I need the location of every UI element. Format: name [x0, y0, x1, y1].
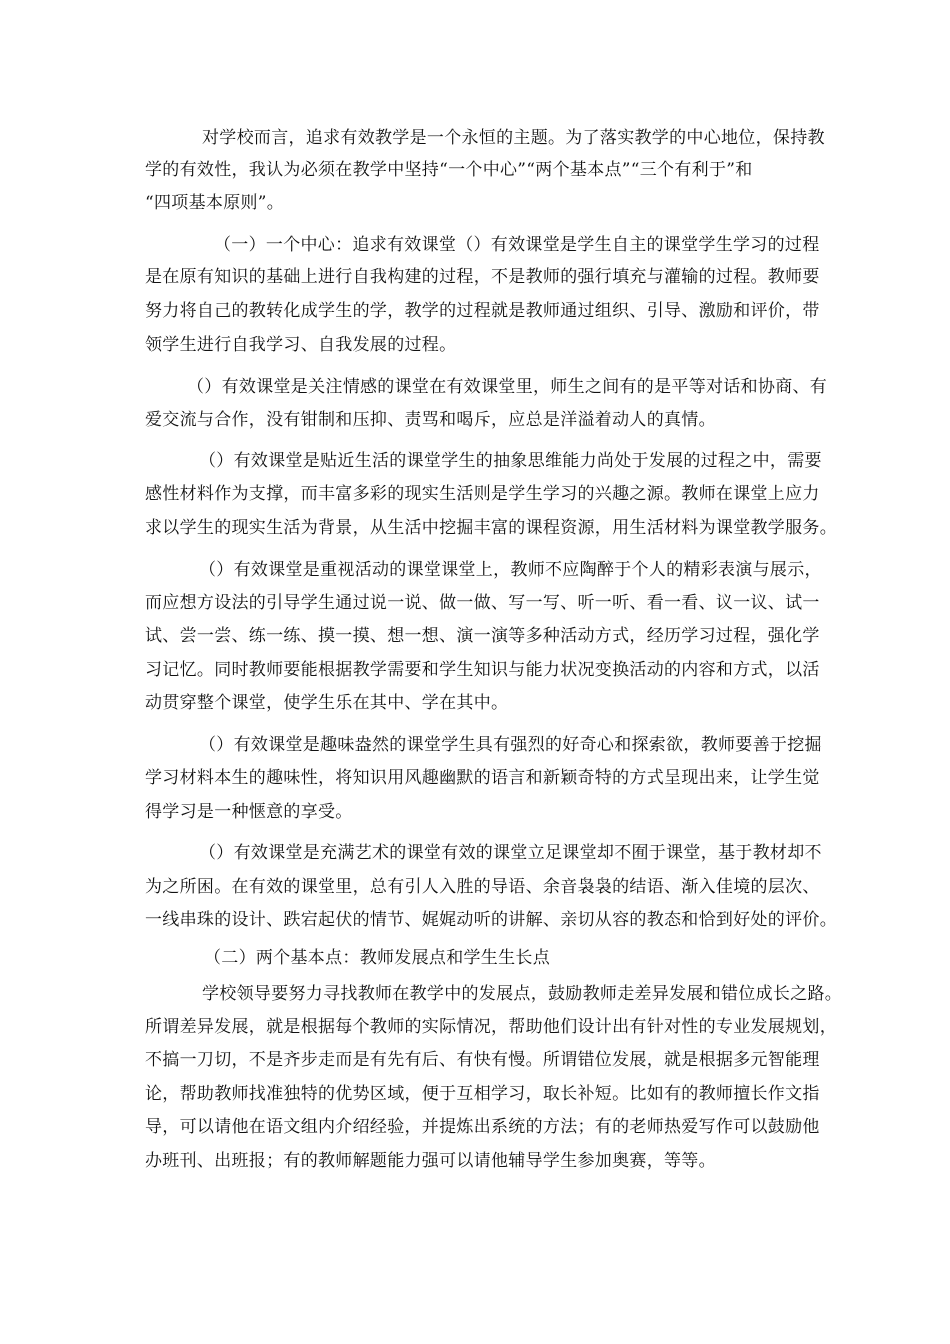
text-line: 论，帮助教师找准独特的优势区域，便于互相学习，取长补短。比如有的教师擅长作文指 — [145, 1084, 820, 1104]
text-line: 得学习是一种惬意的享受。 — [145, 802, 353, 822]
text-line: 导，可以请他在语文组内介绍经验，并提炼出系统的方法；有的老师热爱写作可以鼓励他 — [145, 1117, 820, 1137]
text-line: 领学生进行自我学习、自我发展的过程。 — [145, 335, 457, 355]
text-line: 一线串珠的设计、跌宕起伏的情节、娓娓动听的讲解、亲切从容的教态和恰到好处的评价。 — [145, 910, 837, 930]
text-line: （）有效课堂是趣味盎然的课堂学生具有强烈的好奇心和探索欲，教师要善于挖掘 — [199, 735, 822, 755]
text-line: 努力将自己的教转化成学生的学，教学的过程就是教师通过组织、引导、激励和评价，带 — [145, 301, 820, 321]
text-line: 爱交流与合作，没有钳制和压抑、责骂和喝斥，应总是洋溢着动人的真情。 — [145, 410, 716, 430]
text-line: 动贯穿整个课堂，使学生乐在其中、学在其中。 — [145, 693, 509, 713]
text-line: （一）一个中心：追求有效课堂（）有效课堂是学生自主的课堂学生学习的过程 — [214, 235, 820, 255]
text-line: 感性材料作为支撑，而丰富多彩的现实生活则是学生学习的兴趣之源。教师在课堂上应力 — [145, 484, 820, 504]
text-line: （）有效课堂是充满艺术的课堂有效的课堂立足课堂却不囿于课堂，基于教材却不 — [199, 843, 822, 863]
text-line: 为之所困。在有效的课堂里，总有引人入胜的导语、余音袅袅的结语、渐入佳境的层次、 — [145, 877, 820, 897]
text-line: 学校领导要努力寻找教师在教学中的发展点，鼓励教师走差异发展和错位成长之路。 — [202, 984, 843, 1004]
text-line: “四项基本原则”。 — [145, 193, 285, 213]
text-line: 是在原有知识的基础上进行自我构建的过程，不是教师的强行填充与灌输的过程。教师要 — [145, 267, 820, 287]
section-heading: （二）两个基本点：教师发展点和学生生长点 — [204, 948, 550, 968]
text-line: 所谓差异发展，就是根据每个教师的实际情况，帮助他们设计出有针对性的专业发展规划， — [145, 1017, 837, 1037]
text-line: 学的有效性，我认为必须在教学中坚持“一个中心”“两个基本点”“三个有利于”和 — [145, 160, 753, 180]
text-line: 习记忆。同时教师要能根据教学需要和学生知识与能力状况变换活动的内容和方式，以活 — [145, 660, 820, 680]
text-line: 不搞一刀切，不是齐步走而是有先有后、有快有慢。所谓错位发展，就是根据多元智能理 — [145, 1050, 820, 1070]
text-line: （）有效课堂是重视活动的课堂课堂上，教师不应陶醉于个人的精彩表演与展示， — [199, 560, 822, 580]
text-line: 试、尝一尝、练一练、摸一摸、想一想、演一演等多种活动方式，经历学习过程，强化学 — [145, 626, 820, 646]
text-line: 办班刊、出班报；有的教师解题能力强可以请他辅导学生参加奥赛，等等。 — [145, 1151, 716, 1171]
text-line: （）有效课堂是贴近生活的课堂学生的抽象思维能力尚处于发展的过程之中，需要 — [199, 451, 822, 471]
text-line: 对学校而言，追求有效教学是一个永恒的主题。为了落实教学的中心地位，保持教 — [202, 128, 825, 148]
text-line: 而应想方设法的引导学生通过说一说、做一做、写一写、听一听、看一看、议一议、试一 — [145, 593, 820, 613]
text-line: 学习材料本生的趣味性，将知识用风趣幽默的语言和新颖奇特的方式呈现出来，让学生觉 — [145, 768, 820, 788]
text-line: 求以学生的现实生活为背景，从生活中挖掘丰富的课程资源，用生活材料为课堂教学服务。 — [145, 518, 837, 538]
text-line: （）有效课堂是关注情感的课堂在有效课堂里，师生之间有的是平等对话和协商、有 — [187, 377, 828, 397]
